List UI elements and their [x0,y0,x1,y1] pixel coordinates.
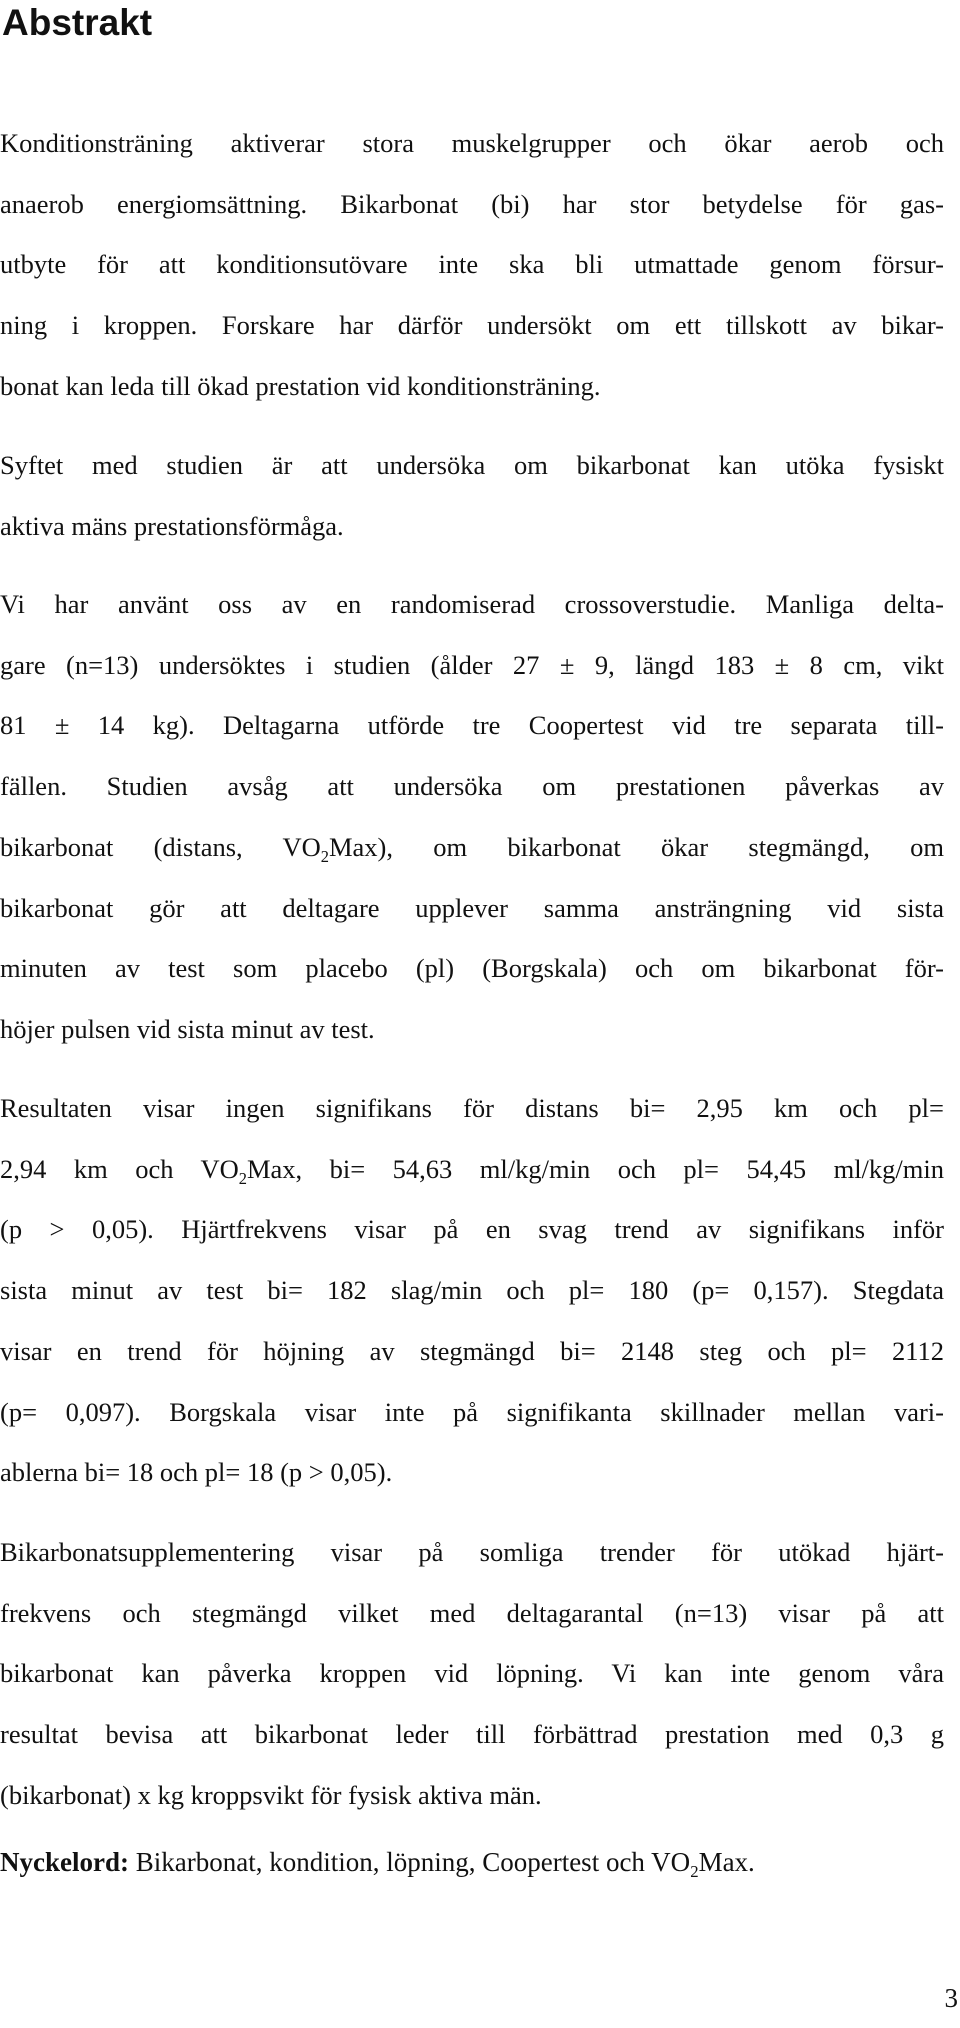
text-line: ning i kroppen. Forskare har därför undersökt om ett tillskott av bikar- [0,310,944,341]
paragraph [0,113,944,417]
subscript: 2 [320,846,329,866]
text-line: höjer pulsen vid sista minut av test. [0,1013,375,1044]
text-line: gare (n=13) undersöktes i studien (ålder 27 ± 9, längd 183 ± 8 cm, vikt [0,649,944,680]
text-line: sista minut av test bi= 182 slag/min och pl= 180 (p= 0,157). Stegdata [0,1275,944,1306]
text-segment: 2,94 km och VO [0,1153,239,1184]
subscript: 2 [238,1168,247,1188]
paragraph [0,435,944,556]
text-line: Resultaten visar ingen signifikans för distans bi= 2,95 km och pl= [0,1093,944,1123]
text-line: (p > 0,05). Hjärtfrekvens visar på en svag trend av signifikans inför [0,1214,944,1245]
text-line: minuten av test som placebo (pl) (Borgskala) och om bikarbonat för- [0,953,944,984]
text-segment: Max), om bikarbonat ökar stegmängd, om [328,831,944,862]
text-line: utbyte för att konditionsutövare inte ska bli utmattade genom försur- [0,249,944,280]
paragraph [0,574,944,1060]
text-segment: Max, bi= 54,63 ml/kg/min och pl= 54,45 ml/kg/min [246,1153,945,1184]
text-line: fällen. Studien avsåg att undersöka om prestationen påverkas av [0,771,944,802]
keywords-text: Bikarbonat, kondition, löpning, Coopertest och VO [128,1847,691,1877]
text-line: frekvens och stegmängd vilket med deltagarantal (n=13) visar på att [0,1597,944,1628]
text-line [0,1139,944,1200]
abstract-heading: Abstrakt [2,2,153,43]
text-line: Konditionsträning aktiverar stora muskelgrupper och ökar aerob och [0,128,944,158]
text-line: aktiva mäns prestationsförmåga. [0,510,344,541]
text-line: Syftet med studien är att undersöka om bikarbonat kan utöka fysiskt [0,450,944,480]
text-line: bikarbonat kan påverka kroppen vid löpning. Vi kan inte genom våra [0,1658,944,1689]
paragraph [0,1522,944,1826]
text-line: Bikarbonatsupplementering visar på somliga trender för utökad hjärt- [0,1537,944,1567]
keywords-text-end: Max. [698,1847,755,1877]
keywords-label: Nyckelord: [0,1847,129,1877]
text-line: anaerob energiomsättning. Bikarbonat (bi) har stor betydelse för gas- [0,188,944,219]
text-segment: bikarbonat (distans, VO [0,831,321,862]
keywords-line [0,1842,755,1882]
text-line: visar en trend för höjning av stegmängd bi= 2148 steg och pl= 2112 [0,1335,944,1366]
text-line: ablerna bi= 18 och pl= 18 (p > 0,05). [0,1457,393,1488]
text-line: resultat bevisa att bikarbonat leder till förbättrad prestation med 0,3 g [0,1719,944,1750]
paragraph [0,1078,944,1503]
text-line [0,817,944,878]
text-line: bikarbonat gör att deltagare upplever samma ansträngning vid sista [0,892,944,923]
text-line: (p= 0,097). Borgskala visar inte på signifikanta skillnader mellan vari- [0,1396,944,1427]
keywords-subscript: 2 [690,1862,699,1881]
text-line: Vi har använt oss av en randomiserad crossoverstudie. Manliga delta- [0,589,944,619]
page-number: 3 [944,1983,958,2013]
text-line: bonat kan leda till ökad prestation vid konditionsträning. [0,370,601,401]
text-line: (bikarbonat) x kg kroppsvikt för fysisk aktiva män. [0,1779,542,1810]
text-line: 81 ± 14 kg). Deltagarna utförde tre Coopertest vid tre separata till- [0,710,944,741]
